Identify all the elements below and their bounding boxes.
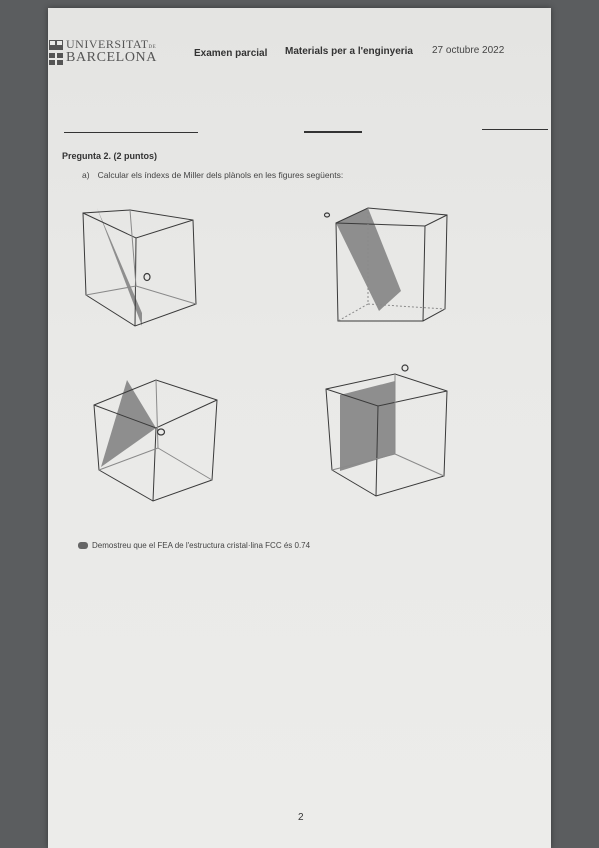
origin-marker-3 (158, 429, 165, 435)
exam-page (48, 8, 551, 848)
exam-type: Examen parcial (194, 48, 268, 59)
origin-marker-2 (325, 213, 330, 217)
crossed-out-mark-icon (78, 542, 88, 549)
miller-plane-4 (340, 381, 395, 471)
exam-date: 27 octubre 2022 (432, 45, 505, 56)
cube-figure-4 (326, 365, 447, 496)
part-b-text: Demostreu que el FEA de l'estructura cristal·lina FCC és 0.74 (92, 541, 311, 550)
part-a-text: Calcular els índexs de Miller dels plànols en les figures següents: (97, 170, 344, 180)
miller-plane-3 (101, 380, 156, 467)
part-a-label: a) (82, 170, 90, 180)
origin-marker-1 (144, 274, 150, 281)
subject-name: Materials per a l'enginyeria (285, 46, 413, 57)
origin-marker-4 (402, 365, 408, 371)
cube-figure-1 (83, 208, 196, 326)
question-title: Pregunta 2. (2 puntos) (62, 151, 158, 161)
cube-figure-2 (325, 208, 448, 321)
miller-figures (48, 8, 551, 528)
part-b-statement (78, 541, 310, 550)
university-name-de: DE (148, 45, 157, 50)
university-name-line2: BARCELONA (66, 50, 157, 65)
page-number: 2 (298, 812, 304, 823)
cube-figure-3 (94, 380, 217, 501)
university-name-line1: UNIVERSITAT (66, 37, 149, 51)
